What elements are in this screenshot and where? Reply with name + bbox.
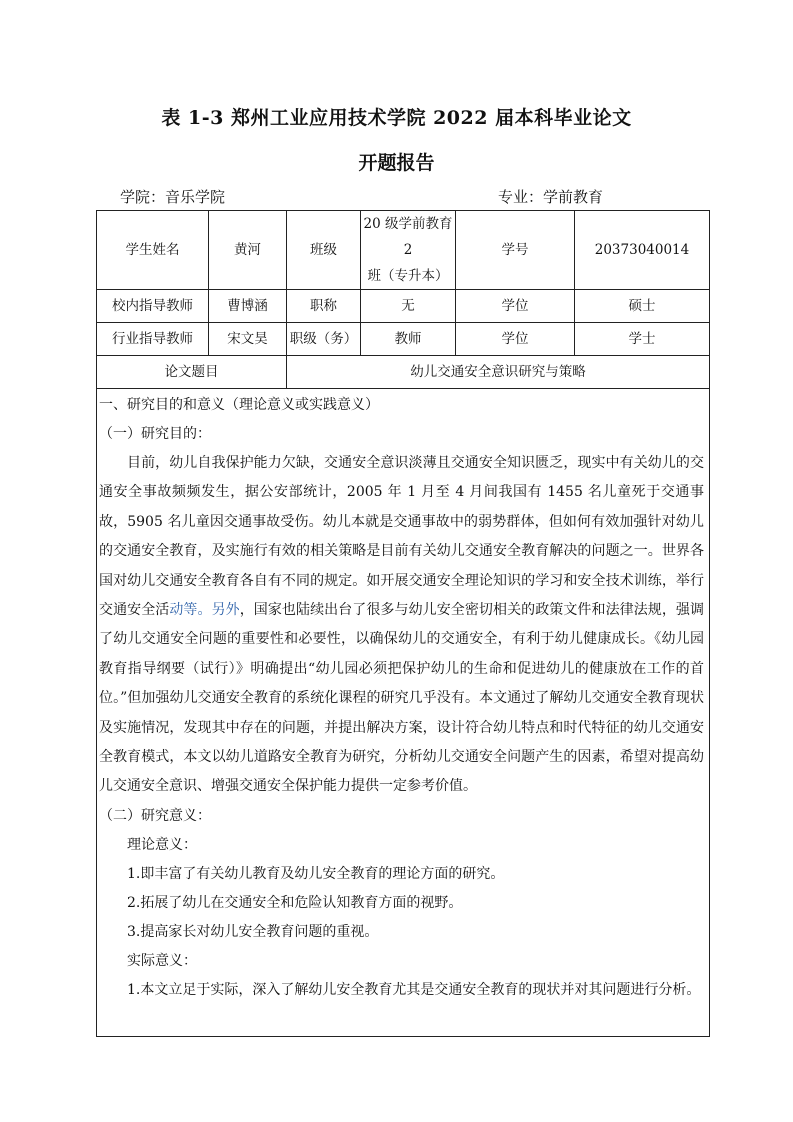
content-row — [97, 389, 710, 1037]
class-label: 班级 — [287, 211, 361, 290]
section-heading: 一、研究目的和意义（理论意义或实践意义） — [99, 397, 379, 413]
topic-label: 论文题目 — [97, 356, 287, 389]
student-name-value: 黄河 — [209, 211, 287, 290]
college-field: 学院：音乐学院 — [120, 188, 226, 206]
industry-advisor-row — [97, 323, 710, 356]
proposal-form-table — [96, 210, 710, 1037]
inner-advisor-value: 曹博涵 — [209, 290, 287, 323]
industry-degree-value: 学士 — [575, 323, 710, 356]
practice-label: 实际意义： — [127, 952, 197, 969]
document-title: 表 1-3 郑州工业应用技术学院 2022 届本科毕业论文 — [161, 107, 632, 129]
theory-item-3: 3.提高家长对幼儿安全教育问题的重视。 — [127, 923, 379, 940]
student-row — [97, 211, 710, 290]
purpose-paragraph — [99, 449, 708, 802]
rank-label: 职级（务） — [287, 323, 361, 356]
theory-item-2: 2.拓展了幼儿在交通安全和危险认知教育方面的视野。 — [127, 894, 463, 911]
student-id-label: 学号 — [456, 211, 575, 290]
subsection-purpose: （一）研究目的： — [99, 426, 211, 442]
industry-advisor-label: 行业指导教师 — [97, 323, 209, 356]
class-value-line1: 20 级学前教育 2 — [363, 216, 453, 258]
professional-title-label: 职称 — [287, 290, 361, 323]
content-body — [97, 389, 708, 1036]
industry-advisor-value: 宋文昊 — [209, 323, 287, 356]
content-cell — [97, 389, 710, 1037]
practice-item-1: 1.本文立足于实际，深入了解幼儿安全教育尤其是交通安全教育的现状并对其问题进行分析。 — [127, 981, 701, 998]
purpose-text-part2: ，国家也陆续出台了很多与幼儿安全密切相关的政策文件和法律法规，强调了幼儿交通安全问题的重要性和必要性，以确保幼儿的交通安全，有利于幼儿健康成长。《幼儿园教育指导纲要（试行）》明确提出“幼儿园必须把保护幼儿的生命和促进幼儿的健康放在工作的首位。”但加强幼儿交通安全教育的系统化课程的研究几乎没有。本文通过了解幼儿交通安全教育现状及实施情况，发现其中存在的问题，并提出解决方案，设计符合幼儿特点和时代特征的幼儿交通安全教育模式，本文以幼儿道路安全教育为研究，分析幼儿交通安全问题产生的因素，希望对提高幼儿交通安全意识、增强交通安全保护能力提供一定参考价值。 — [99, 602, 705, 795]
inner-advisor-label: 校内指导教师 — [97, 290, 209, 323]
class-value-line2: 班（专升本） — [367, 268, 449, 284]
purpose-text-part1: 目前，幼儿自我保护能力欠缺，交通安全意识淡薄且交通安全知识匮乏，现实中有关幼儿的交通安全事故频频发生，据公安部统计，2005 年 1 月至 4 月间我国有 1455 名儿童死于交通事故，5905 名儿童因交通事故受伤。幼儿本就是交通事故中的弱势群体，但如何有效加强针对幼儿的交通安全教育，及实施行有效的相关策略是目前有关幼儿交通安全教育解决的问题之一。世界各国对幼儿交通安全教育各自有不同的规定。如开展交通安全理论知识的学习和安全技术训练，举行交通安全活 — [99, 455, 704, 619]
inner-degree-label: 学位 — [456, 290, 575, 323]
student-name-label: 学生姓名 — [97, 211, 209, 290]
student-id-value: 20373040014 — [575, 211, 710, 290]
professional-title-value: 无 — [361, 290, 456, 323]
inner-degree-value: 硕士 — [575, 290, 710, 323]
major-field: 专业：学前教育 — [498, 188, 604, 206]
purpose-text-highlight: 动等。另外 — [169, 602, 240, 619]
rank-value: 教师 — [361, 323, 456, 356]
document-subtitle: 开题报告 — [358, 152, 435, 174]
theory-label: 理论意义： — [127, 836, 197, 853]
inner-advisor-row — [97, 290, 710, 323]
topic-value: 幼儿交通安全意识研究与策略 — [287, 356, 710, 389]
class-value — [361, 211, 456, 290]
topic-row — [97, 356, 710, 389]
subsection-significance: （二）研究意义： — [99, 807, 211, 824]
industry-degree-label: 学位 — [456, 323, 575, 356]
theory-item-1: 1.即丰富了有关幼儿教育及幼儿安全教育的理论方面的研究。 — [127, 865, 505, 882]
